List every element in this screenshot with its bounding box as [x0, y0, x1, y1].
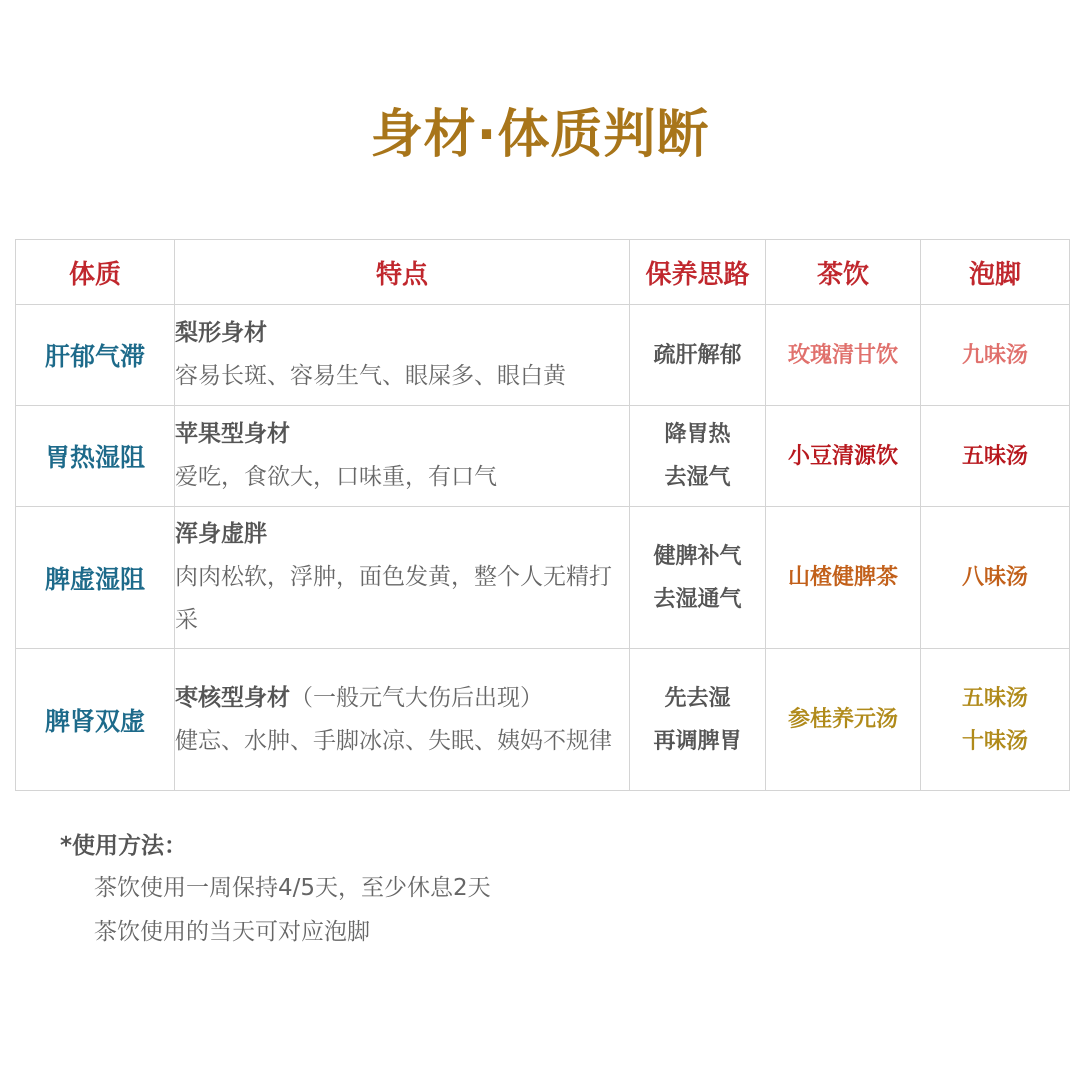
header-feature: 特点 — [175, 240, 630, 305]
usage-title: *使用方法： — [60, 833, 188, 859]
care-cell — [630, 507, 766, 649]
care-line: 去湿气 — [664, 465, 731, 490]
tea-cell: 小豆清源饮 — [766, 406, 921, 507]
care-cell — [630, 406, 766, 507]
constitution-table — [15, 239, 1070, 791]
header-tea: 茶饮 — [766, 240, 921, 305]
feature-title: 浑身虚胖 — [175, 521, 267, 547]
soak-line: 十味汤 — [961, 728, 1028, 754]
feature-cell — [175, 305, 630, 406]
table-row — [16, 649, 1070, 791]
usage-section — [60, 826, 491, 954]
usage-line: 茶饮使用一周保持4/5天，至少休息2天 — [94, 875, 491, 901]
table-row — [16, 305, 1070, 406]
care-cell — [630, 649, 766, 791]
type-cell: 脾虚湿阻 — [16, 507, 175, 649]
table-row — [16, 406, 1070, 507]
soak-cell — [921, 305, 1070, 406]
feature-cell — [175, 649, 630, 791]
feature-note: （一般元气大伤后出现） — [290, 684, 543, 711]
feature-desc: 健忘、水肿、手脚冰凉、失眠、姨妈不规律 — [175, 727, 612, 754]
feature-title: 梨形身材 — [175, 320, 267, 346]
type-cell: 胃热湿阻 — [16, 406, 175, 507]
soak-line: 九味汤 — [961, 342, 1028, 368]
table-header-row — [16, 240, 1070, 305]
feature-title: 枣核型身材 — [175, 684, 290, 711]
usage-line: 茶饮使用的当天可对应泡脚 — [94, 919, 370, 945]
feature-title-line — [175, 312, 629, 355]
soak-cell — [921, 649, 1070, 791]
soak-line: 五味汤 — [961, 443, 1028, 469]
feature-title-line — [175, 677, 629, 720]
feature-title-line — [175, 413, 629, 456]
tea-cell: 参桂养元汤 — [766, 649, 921, 791]
care-line: 去湿通气 — [653, 586, 742, 612]
header-type: 体质 — [16, 240, 175, 305]
care-line: 再调脾胃 — [653, 728, 742, 754]
care-line: 降胃热 — [664, 422, 731, 447]
header-care: 保养思路 — [630, 240, 766, 305]
feature-title: 苹果型身材 — [175, 421, 290, 447]
soak-cell — [921, 507, 1070, 649]
care-line: 先去湿 — [664, 685, 731, 711]
feature-cell — [175, 406, 630, 507]
tea-cell: 玫瑰清甘饮 — [766, 305, 921, 406]
table-row — [16, 507, 1070, 649]
care-line: 健脾补气 — [653, 543, 742, 569]
feature-desc: 爱吃，食欲大，口味重，有口气 — [175, 464, 497, 490]
feature-cell — [175, 507, 630, 649]
care-cell — [630, 305, 766, 406]
tea-cell: 山楂健脾茶 — [766, 507, 921, 649]
feature-desc: 肉肉松软，浮肿，面色发黄，整个人无精打采 — [175, 564, 612, 633]
feature-desc: 容易长斑、容易生气、眼屎多、眼白黄 — [175, 363, 566, 389]
feature-title-line — [175, 513, 629, 556]
care-line: 疏肝解郁 — [653, 342, 742, 368]
type-cell: 脾肾双虚 — [16, 649, 175, 791]
type-cell: 肝郁气滞 — [16, 305, 175, 406]
soak-line: 五味汤 — [961, 685, 1028, 711]
soak-cell — [921, 406, 1070, 507]
soak-line: 八味汤 — [961, 565, 1028, 590]
page-title: 身材·体质判断 — [370, 105, 710, 165]
header-soak: 泡脚 — [921, 240, 1070, 305]
